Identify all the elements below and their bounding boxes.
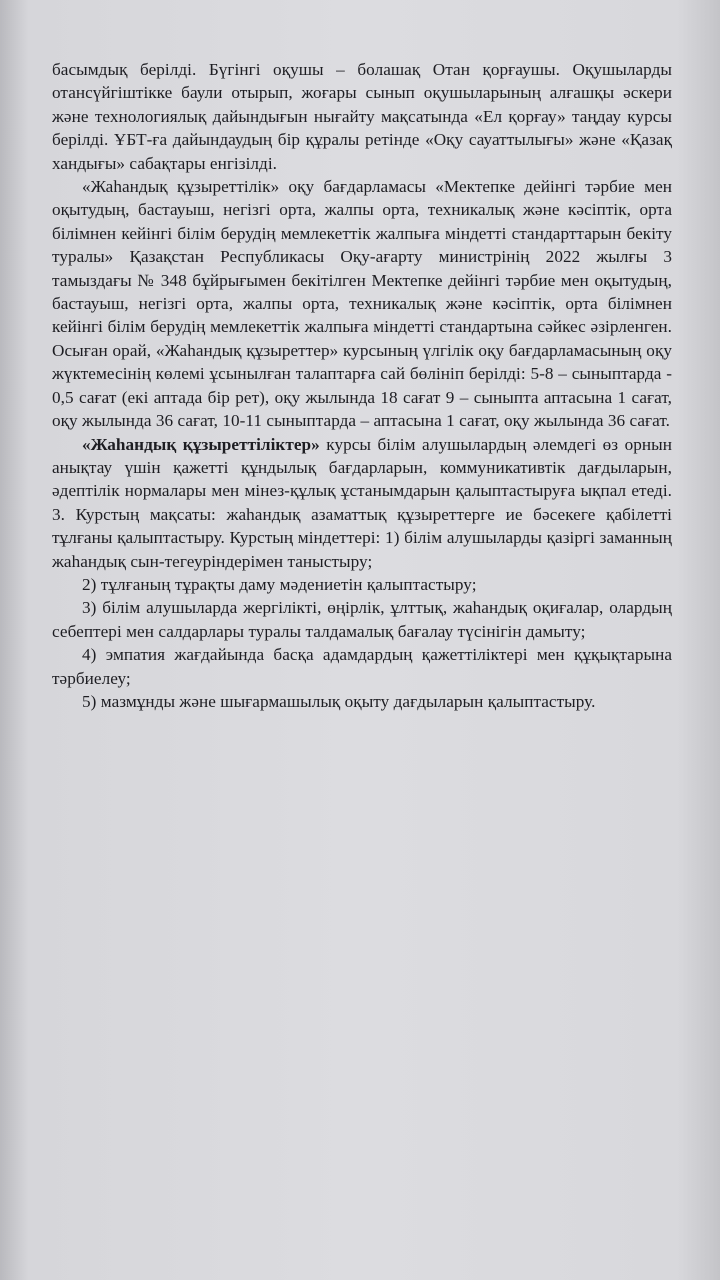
paragraph-course-goals [52,433,672,573]
paragraph-intro: басымдық берілді. Бүгінгі оқушы – болашақ Отан қорғаушы. Оқушыларды отансүйгіштікке баули отырып, жоғары сынып оқушыларының алғашқы әскери және технологиялық дайындығын нығайту мақсатында «Ел қорғау» таңдау курсы берілді. ҰБТ-ға дайындаудың бір құралы ретінде «Оқу сауаттылығы» және «Қазақ хандығы» сабақтары енгізілді. [52,60,672,173]
course-goals-text: курсы білім алушылардың әлемдегі өз орнын анықтау үшін қажетті құндылық бағдарларын, коммуникативтік дағдыларын, әдептілік нормалары мен мінез-құлық ұстанымдарын қалыптастыруға ықпал етеді. 3. Курстың мақсаты: жаһандық азаматтық құзыреттерге ие бәсекеге қабілетті тұлғаны қалыптастыру. Курстың міндеттері: 1) білім алушыларды қазіргі заманның жаһандық сын-тегеуріндерімен таныстыру; [52,434,673,571]
list-item-5: 5) мазмұнды және шығармашылық оқыту дағдыларын қалыптастыру. [82,691,596,711]
list-item-3: 3) білім алушыларда жергілікті, өңірлік, ұлттық, жаһандық оқиғалар, олардың себептері мен салдарлары туралы талдамалық бағалау түсінігін дамыту; [52,598,672,641]
list-item-4: 4) эмпатия жағдайында басқа адамдардың қажеттіліктері мен құқықтарына тәрбиелеу; [52,645,672,688]
document-text [52,58,672,713]
paragraph-program: «Жаһандық құзыреттілік» оқу бағдарламасы «Мектепке дейінгі тәрбие мен оқытудың, бастауыш, негізгі орта, жалпы орта, техникалық және кәсіптік, орта білімнен кейінгі білім берудің мемлекеттік жалпыға міндетті стандарттарын бекіту туралы» Қазақстан Республикасы Оқу-ағарту министрінің 2022 жылғы 3 тамыздағы № 348 бұйрығымен бекітілген Мектепке дейінгі тәрбие мен оқытудың, бастауыш, негізгі орта, жалпы орта, техникалық және кәсіптік, орта білімнен кейінгі білім берудің мемлекеттік жалпыға міндетті стандартына сәйкес әзірленген. Осыған орай, «Жаһандық құзыреттер» курсының үлгілік оқу бағдарламасының оқу жүктемесінің көлемі ұсынылған талаптарға сай бөлініп берілді: 5-8 – сыныптарда - 0,5 сағат (екі аптада бір рет), оқу жылында 18 сағат 9 – сыныпта аптасына 1 сағат, оқу жылында 36 сағат, 10-11 сыныптарда – аптасына 1 сағат, оқу жылында 36 сағат. [52,177,672,431]
list-item-2: 2) тұлғаның тұрақты даму мәдениетін қалыптастыру; [82,574,477,594]
course-title-bold: «Жаһандық құзыреттіліктер» [82,434,320,454]
